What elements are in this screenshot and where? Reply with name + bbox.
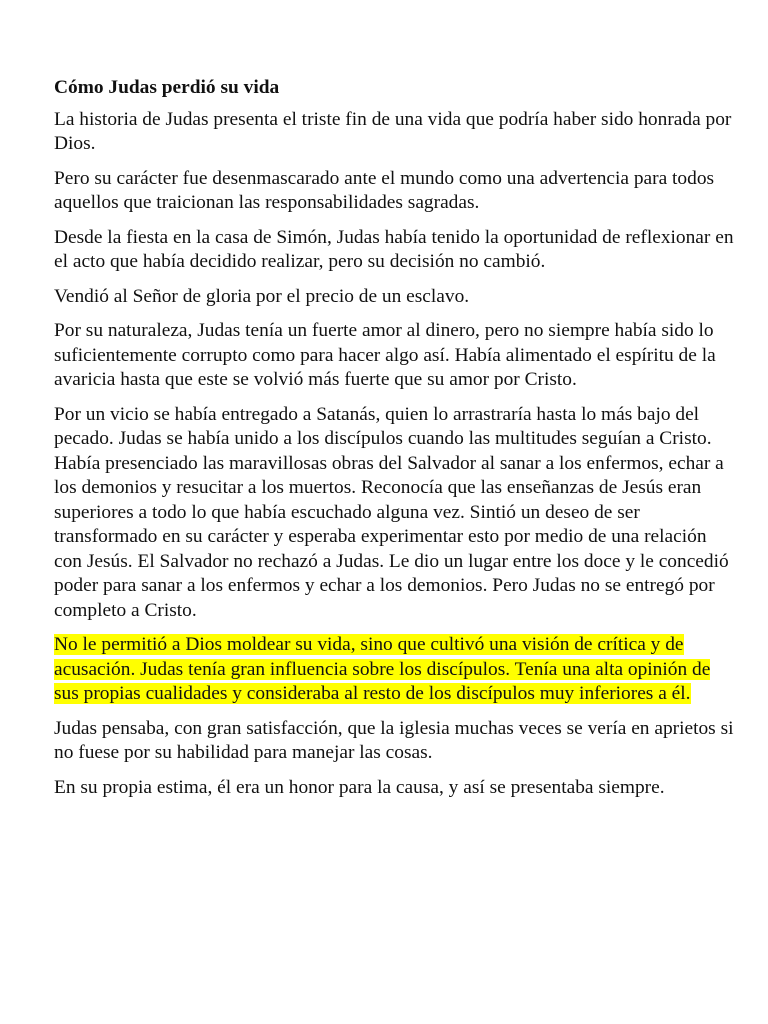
- document-page: [54, 76, 734, 810]
- paragraph-2: Pero su carácter fue desenmascarado ante el mundo como una advertencia para todos aquellos que traicionan las responsabilidades sagradas.: [54, 167, 715, 213]
- paragraph-6: Por un vicio se había entregado a Satanás, quien lo arrastraría hasta lo más bajo del pecado. Judas se había unido a los discípulos cuando las multitudes seguían a Cristo. Había presenciado las maravillosas obras del Salvador al sanar a los enfermos, echar a los demonios y resucitar a los muertos. Reconocía que las enseñanzas de Jesús eran superiores a todo lo que había escuchado alguna vez. Sintió un deseo de ser transformado en su carácter y esperaba experimentar esto por medio de una relación con Jesús. El Salvador no rechazó a Judas. Le dio un lugar entre los doce y le concedió poder para sanar a los enfermos y echar a los demonios. Pero Judas no se entregó por completo a Cristo.: [54, 403, 729, 621]
- paragraph-9: En su propia estima, él era un honor para la causa, y así se presentaba siempre.: [54, 776, 665, 798]
- paragraph-7-highlighted: [54, 633, 734, 707]
- document-title: Cómo Judas perdió su vida: [54, 77, 280, 98]
- paragraph-8: Judas pensaba, con gran satisfacción, que la iglesia muchas veces se vería en aprietos si no fuese por su habilidad para manejar las cosas.: [54, 717, 734, 763]
- paragraph-1: La historia de Judas presenta el triste fin de una vida que podría haber sido honrada por Dios.: [54, 108, 732, 154]
- highlighted-text: No le permitió a Dios moldear su vida, sino que cultivó una visión de crítica y de acusación. Judas tenía gran influencia sobre los discípulos. Tenía una alta opinión de sus propias cualidades y consideraba al resto de los discípulos muy inferiores a él.: [54, 634, 711, 704]
- paragraph-4: Vendió al Señor de gloria por el precio de un esclavo.: [54, 285, 470, 307]
- paragraph-5: Por su naturaleza, Judas tenía un fuerte amor al dinero, pero no siempre había sido lo suficientemente corrupto como para hacer algo así. Había alimentado el espíritu de la avaricia hasta que este se volvió más fuerte que su amor por Cristo.: [54, 320, 716, 390]
- paragraph-3: Desde la fiesta en la casa de Simón, Judas había tenido la oportunidad de reflexionar en el acto que había decidido realizar, pero su decisión no cambió.: [54, 226, 734, 272]
